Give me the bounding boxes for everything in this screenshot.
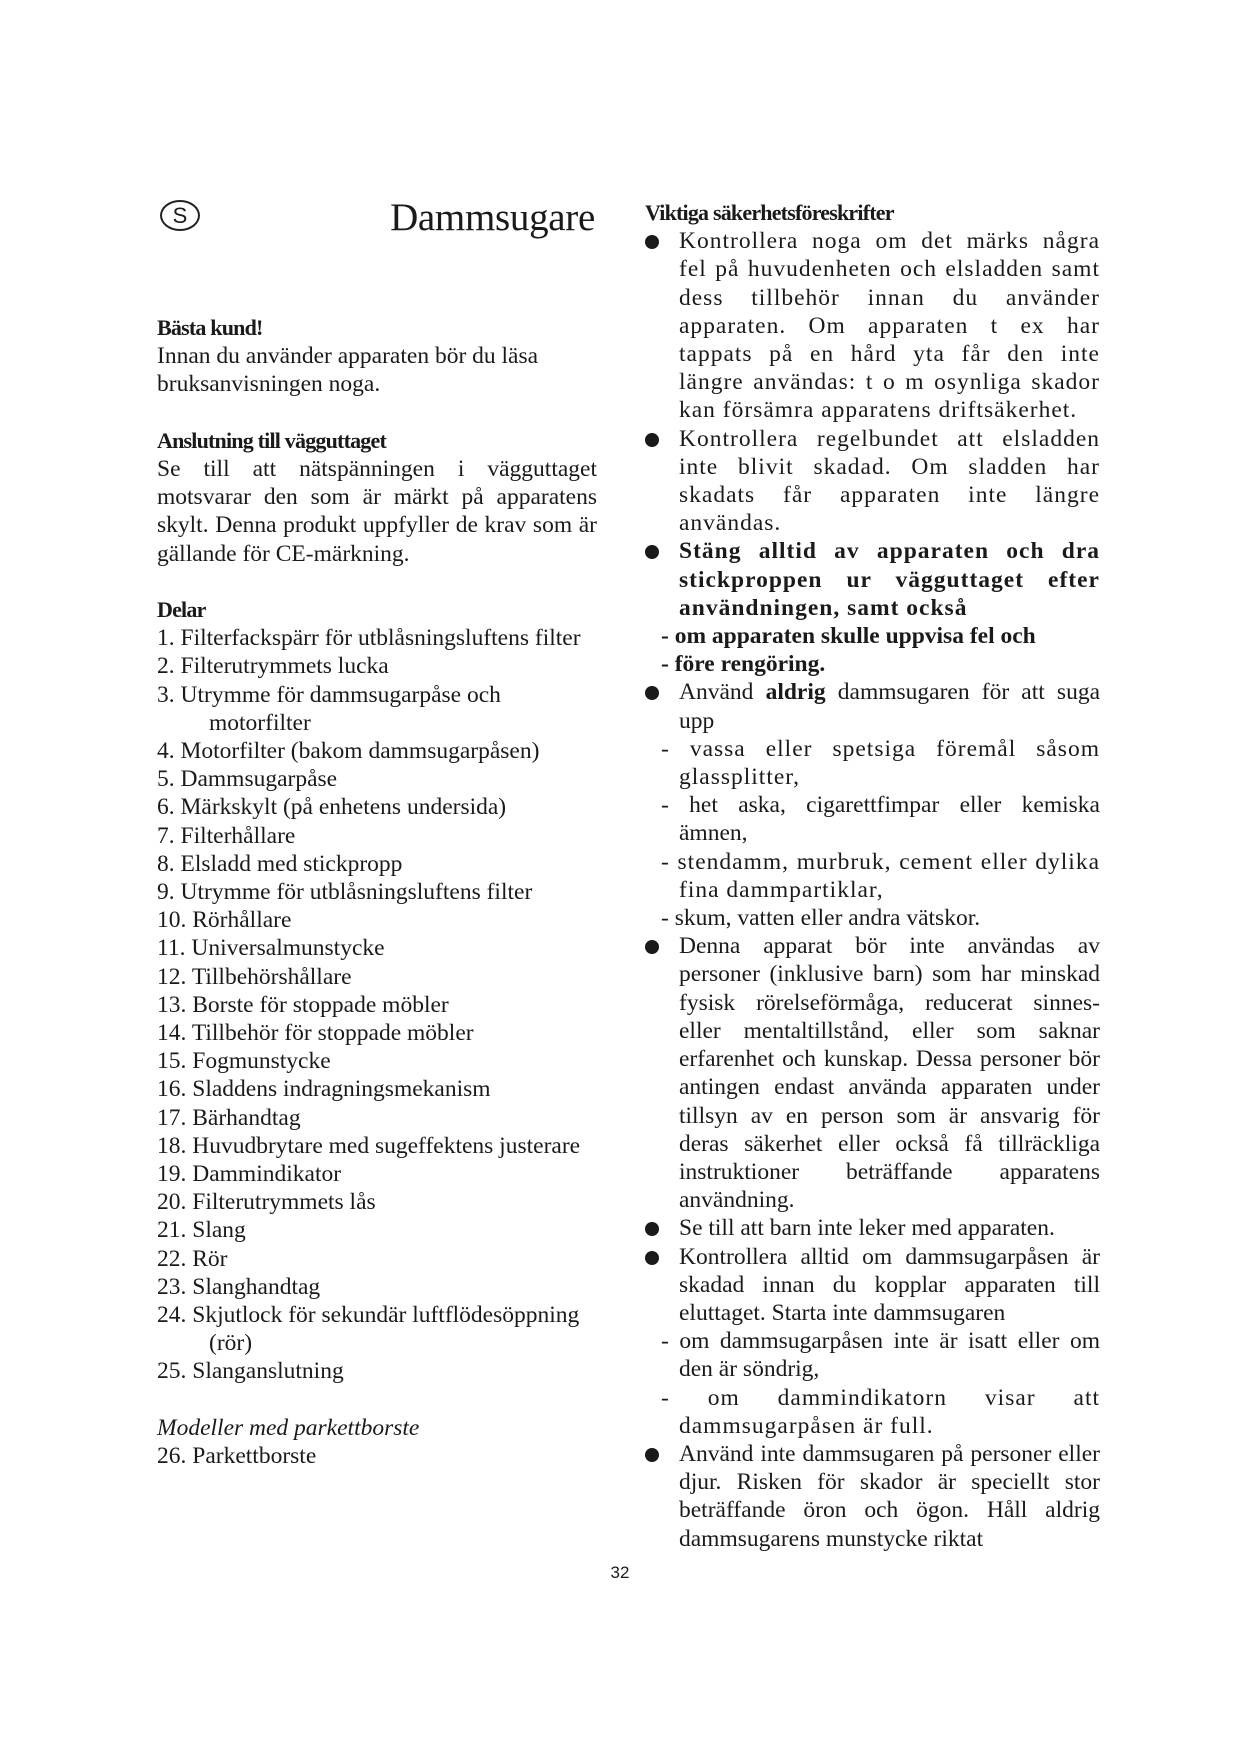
list-item: 16. Sladdens indragningsmekanism <box>157 1076 491 1103</box>
safety-text: Kontrollera noga om det märks några fel på huvudenheten och elsladden samt dess tillbehör innan du använder apparaten. Om apparaten t ex har tappats på en hård yta får den inte längre användas: t o m osynliga skador kan försämra apparatens driftsäkerhet. <box>679 228 1100 424</box>
safety-subitem: - om dammindikatorn visar att dammsugarpåsen är full. <box>661 1384 1100 1439</box>
list-item: 8. Elsladd med stickpropp <box>157 850 403 877</box>
language-code: S <box>172 202 188 228</box>
list-item: 18. Huvudbrytare med sugeffektens justerare <box>157 1132 581 1159</box>
bullet-icon <box>645 940 659 954</box>
parts-list <box>157 624 597 1385</box>
models-note: Modeller med parkettborste <box>157 1414 420 1441</box>
left-column <box>157 314 597 1470</box>
safety-subitem: - het aska, cigarettfimpar eller kemiska ämnen, <box>661 792 1100 847</box>
bullet-icon <box>645 545 659 559</box>
safety-text: Se till att barn inte leker med apparaten. <box>679 1215 1055 1242</box>
safety-item <box>645 1243 1100 1440</box>
safety-subitem: - stendamm, murbruk, cement eller dylika fina dammpartiklar, <box>661 848 1100 903</box>
list-item: 21. Slang <box>157 1217 246 1244</box>
safety-text: Denna apparat bör inte användas av personer (inklusive barn) som har minskad fysisk rörelseförmåga, reducerat sinnes- eller mentaltillstånd, eller som saknar erfarenhet och kunskap. Dessa personer bör antingen endast använda apparaten under tillsyn av en person som är ansvarig för deras säkerhet eller också få tillräckliga instruktioner beträffande apparatens användning. <box>679 933 1100 1214</box>
list-item: 7. Filterhållare <box>157 822 296 849</box>
bullet-icon <box>645 235 659 249</box>
safety-item <box>645 1214 1100 1242</box>
bullet-icon <box>645 1251 659 1265</box>
bullet-icon <box>645 1222 659 1236</box>
safety-subitem: - före rengöring. <box>661 651 826 678</box>
list-item: 5. Dammsugarpåse <box>157 766 338 793</box>
list-item: 1. Filterfackspärr för utblåsningsluftens filter <box>157 625 581 652</box>
safety-text <box>679 678 1100 734</box>
list-item: 23. Slanghandtag <box>157 1273 321 1300</box>
safety-text-bold: aldrig <box>765 679 826 706</box>
greeting-heading: Bästa kund! <box>157 315 263 340</box>
list-item: 13. Borste för stoppade möbler <box>157 991 449 1018</box>
safety-subitem: - om dammsugarpåsen inte är isatt eller om den är söndrig, <box>661 1328 1100 1383</box>
models-item: 26. Parkettborste <box>157 1443 317 1470</box>
list-item: 25. Slanganslutning <box>157 1358 344 1385</box>
safety-text-pre: Använd <box>679 679 766 706</box>
list-item: 11. Universalmunstycke <box>157 935 385 962</box>
list-item: 3. Utrymme för dammsugarpåse och motorfilter <box>157 681 501 736</box>
greeting-text: Innan du använder apparaten bör du läsa bruksanvisningen noga. <box>157 343 539 398</box>
list-item: 20. Filterutrymmets lås <box>157 1189 376 1216</box>
page-title: Dammsugare <box>390 196 595 239</box>
list-item: 10. Rörhållare <box>157 907 292 934</box>
safety-text: Kontrollera regelbundet att elsladden inte blivit skadad. Om sladden har skadats får apparaten inte längre användas. <box>679 425 1100 537</box>
bullet-icon <box>645 1448 659 1462</box>
parts-heading: Delar <box>157 597 206 622</box>
connection-heading: Anslutning till vägguttaget <box>157 427 386 453</box>
bullet-icon <box>645 686 659 700</box>
safety-subitem: - om apparaten skulle uppvisa fel och <box>661 623 1036 650</box>
list-item: 9. Utrymme för utblåsningsluftens filter <box>157 879 533 906</box>
language-badge <box>160 200 200 231</box>
safety-text-post: dammsugaren för att suga upp <box>679 679 1100 734</box>
bullet-icon <box>645 433 659 447</box>
list-item: 6. Märkskylt (på enhetens undersida) <box>157 794 507 821</box>
safety-item <box>645 425 1100 538</box>
safety-item <box>645 1440 1100 1553</box>
list-item: 14. Tillbehör för stoppade möbler <box>157 1020 474 1047</box>
page-number: 32 <box>610 1563 630 1582</box>
safety-subitem: - skum, vatten eller andra vätskor. <box>661 905 981 932</box>
safety-item <box>645 227 1100 424</box>
safety-text: Kontrollera alltid om dammsugarpåsen är skadad innan du kopplar apparaten till eluttaget. Starta inte dammsugaren <box>679 1243 1100 1326</box>
right-column <box>645 199 1100 1553</box>
safety-text: Stäng alltid av apparaten och dra stickproppen ur vägguttaget efter användningen, samt också <box>679 538 1100 621</box>
safety-heading: Viktiga säkerhetsföreskrifter <box>645 200 894 225</box>
list-item: 19. Dammindikator <box>157 1161 342 1188</box>
safety-subitem: - vassa eller spetsiga föremål såsom glassplitter, <box>661 735 1100 791</box>
safety-text: Använd inte dammsugaren på personer eller djur. Risken för skador är speciellt stor beträffande öron och ögon. Håll aldrig dammsugarens munstycke riktat <box>679 1440 1100 1552</box>
list-item: 4. Motorfilter (bakom dammsugarpåsen) <box>157 738 540 765</box>
safety-item <box>645 678 1100 932</box>
list-item: 15. Fogmunstycke <box>157 1048 331 1075</box>
list-item: 12. Tillbehörshållare <box>157 963 352 990</box>
list-item: 24. Skjutlock för sekundär luftflödesöppning (rör) <box>157 1302 580 1357</box>
safety-item <box>645 537 1100 678</box>
list-item: 17. Bärhandtag <box>157 1104 301 1131</box>
safety-item <box>645 932 1100 1214</box>
connection-text: Se till att nätspänningen i vägguttaget motsvarar den som är märkt på apparatens skylt. Denna produkt uppfyller de krav som är gällande för CE-märkning. <box>157 456 597 567</box>
list-item: 2. Filterutrymmets lucka <box>157 653 389 680</box>
list-item: 22. Rör <box>157 1245 228 1272</box>
